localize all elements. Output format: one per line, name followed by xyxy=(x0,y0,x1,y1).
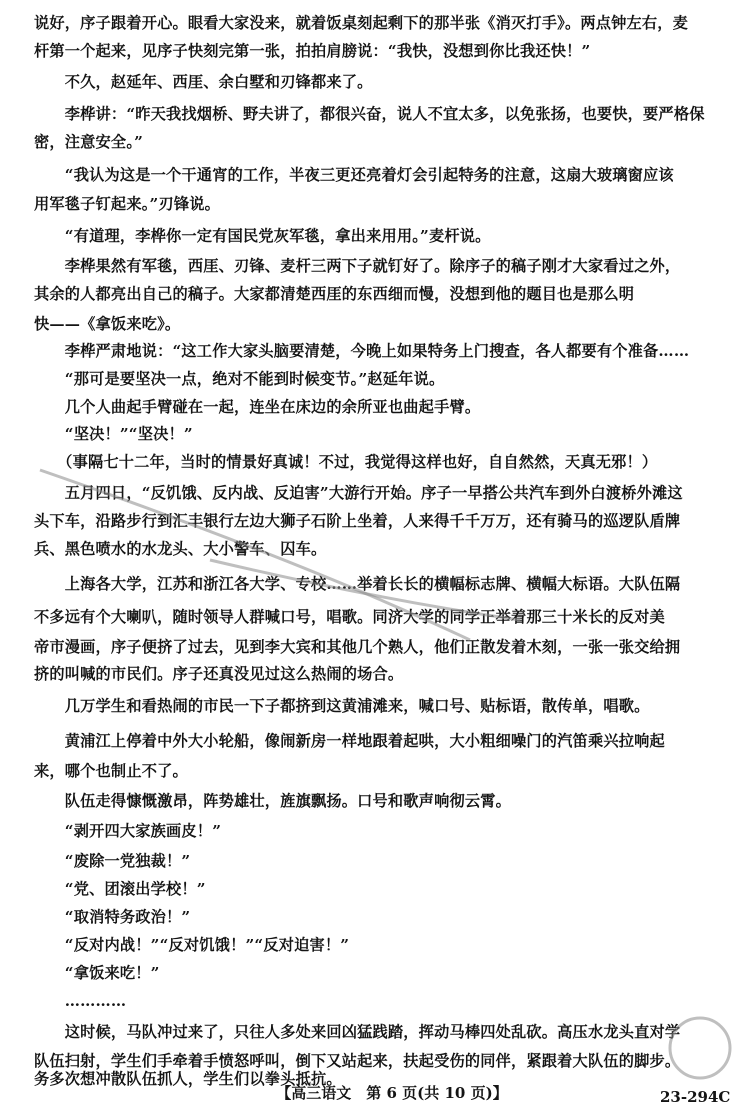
text-line: “有道理，李桦你一定有国民党灰军毯，拿出来用用。”麦杆说。 xyxy=(34,227,491,245)
text-line: 密，注意安全。” xyxy=(34,133,144,151)
text-line: ………… xyxy=(34,992,127,1010)
text-line: 快——《拿饭来吃》。 xyxy=(34,315,181,333)
text-line: 其余的人都亮出自己的稿子。大家都清楚西厓的东西细而慢，没想到他的题目也是那么明 xyxy=(34,285,635,303)
page-footer: 【高三语文 第 6 页(共 10 页)】 xyxy=(276,1084,508,1102)
text-line: “那可是要坚决一点，绝对不能到时候变节。”赵延年说。 xyxy=(34,370,445,388)
text-line: 帝市漫画，序子便挤了过去，见到李大宾和其他几个熟人，他们正散发着木刻，一张一张交给拥 xyxy=(34,638,681,656)
text-line: 不久，赵延年、西厓、余白墅和刃锋都来了。 xyxy=(34,73,373,91)
text-line: 队伍扫射，学生们手牵着手愤怒呼叫，倒下又站起来，扶起受伤的同伴，紧跟着大队伍的脚步。 xyxy=(34,1052,681,1070)
text-line: 不多远有个大喇叭，随时领导人群喊口号，唱歌。同济大学的同学正举着那三十米长的反对美 xyxy=(34,608,665,626)
text-line: “剥开四大家族画皮！” xyxy=(34,822,222,840)
text-line: 几个人曲起手臂碰在一起，连坐在床边的余所亚也曲起手臂。 xyxy=(34,398,481,416)
text-line: 头下车，沿路步行到汇丰银行左边大狮子石阶上坐着，人来得千千万万，还有骑马的巡逻队盾牌 xyxy=(34,512,681,530)
text-line: 用军毯子钉起来。”刃锋说。 xyxy=(34,195,220,213)
text-line: 几万学生和看热闹的市民一下子都挤到这黄浦滩来，喊口号、贴标语，散传单，唱歌。 xyxy=(34,697,650,715)
text-line: 务多次想冲散队伍抓人，学生们以拳头抵抗。 xyxy=(34,1070,342,1088)
text-line: 李桦严肃地说：“这工作大家头脑要清楚，今晚上如果特务上门搜查，各人都要有个准备…… xyxy=(34,342,690,360)
text-line: 李桦果然有军毯，西厓、刃锋、麦杆三两下子就钉好了。除序子的稿子刚才大家看过之外， xyxy=(34,257,681,275)
text-line: “党、团滚出学校！” xyxy=(34,880,206,898)
text-line: “我认为这是一个干通宵的工作，半夜三更还亮着灯会引起特务的注意，这扇大玻璃窗应该 xyxy=(34,166,674,184)
text-line: 挤的叫喊的市民们。序子还真没见过这么热闹的场合。 xyxy=(34,665,404,683)
text-line: 兵、黑色喷水的水龙头、大小警车、囚车。 xyxy=(34,540,327,558)
text-line: 来，哪个也制止不了。 xyxy=(34,762,188,780)
text-line: 上海各大学，江苏和浙江各大学、专校……举着长长的横幅标志牌、横幅大标语。大队伍隔 xyxy=(34,575,681,593)
text-line: 说好，序子跟着开心。眼看大家没来，就着饭桌刻起剩下的那半张《消灭打手》。两点钟左右，麦 xyxy=(34,14,689,32)
exam-code: 23-294C xyxy=(660,1088,731,1106)
text-line: 这时候，马队冲过来了，只往人多处来回凶猛践踏，挥动马棒四处乱砍。高压水龙头直对学 xyxy=(34,1023,681,1041)
text-line: 五月四日，“反饥饿、反内战、反迫害”大游行开始。序子一早搭公共汽车到外白渡桥外滩这 xyxy=(34,484,683,502)
text-line: “拿饭来吃！” xyxy=(34,964,160,982)
text-line: 黄浦江上停着中外大小轮船，像闹新房一样地跟着起哄，大小粗细噪门的汽笛乘兴拉响起 xyxy=(34,732,665,750)
text-line: “反对内战！”“反对饥饿！”“反对迫害！” xyxy=(34,936,350,954)
text-line: 杆第一个起来，见序子快刻完第一张，拍拍肩膀说：“我快，没想到你比我还快！” xyxy=(34,42,591,60)
text-line: “废除一党独裁！” xyxy=(34,852,191,870)
text-line: （事隔七十二年，当时的情景好真诚！不过，我觉得这样也好，自自然然，天真无邪！） xyxy=(34,453,658,471)
text-line: 李桦讲：“昨天我找烟桥、野夫讲了，都很兴奋，说人不宜太多，以免张扬，也要快，要严格保 xyxy=(34,105,705,123)
text-line: “取消特务政治！” xyxy=(34,908,191,926)
text-line: 队伍走得慷慨激昂，阵势雄壮，旌旗飘扬。口号和歌声响彻云霄。 xyxy=(34,792,512,810)
text-line: “坚决！”“坚决！” xyxy=(34,425,193,443)
